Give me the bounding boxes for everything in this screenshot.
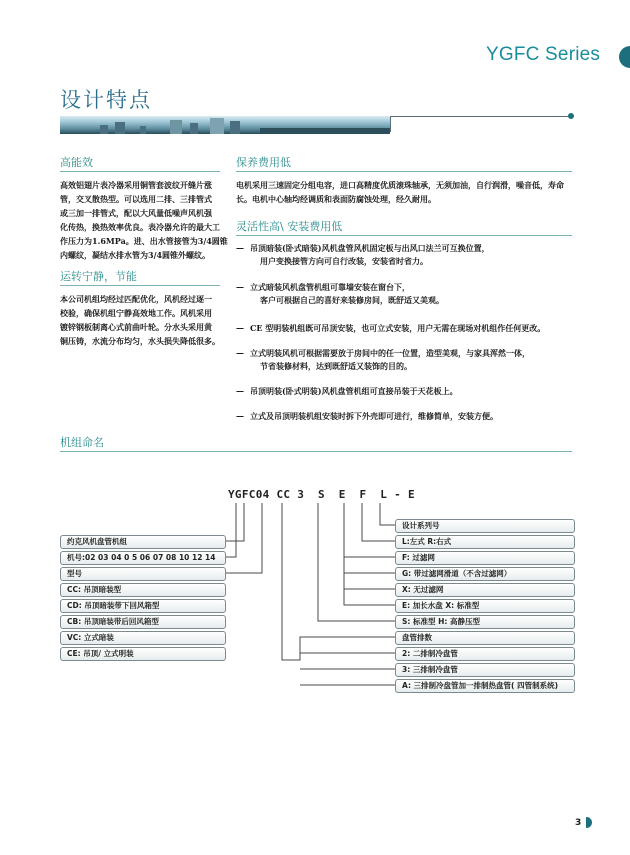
label-box: 3: 三排制冷盘管 bbox=[395, 663, 575, 677]
bullet-item: — 立式暗装风机盘管机组可靠墙安装在窗台下， 客户可根据自己的喜好来装修房间，既舒适又美观。 bbox=[236, 282, 444, 305]
connector-line bbox=[318, 503, 395, 621]
label-box: S: 标准型 H: 高静压型 bbox=[395, 615, 575, 629]
label-box: CD: 吊顶暗装带下回风箱型 bbox=[60, 599, 226, 613]
connector-line bbox=[282, 503, 395, 660]
quiet-text: 本公司机组均经过匹配优化，风机经过逐一 校验，确保机组宁静高效地工作。风机采用 镀锌钢板制离心式前曲叶轮。分水头采用黄 铜压铸，水流分布均匀，水头损失降低很多。 bbox=[60, 294, 220, 346]
label-box: G: 带过滤网滑道（不含过滤网） bbox=[395, 567, 575, 581]
connector-line bbox=[380, 503, 395, 525]
label-box: A: 三排制冷盘管加一排制热盘管( 四管制系统) bbox=[395, 679, 575, 693]
series-title: YGFC Series bbox=[486, 44, 601, 65]
label-box: 型号 bbox=[60, 567, 226, 581]
bullet-item: — 吊顶明装(卧式明装)风机盘管机组可直接吊装于天花板上。 bbox=[236, 386, 458, 396]
label-box: CB: 吊顶暗装带后回风箱型 bbox=[60, 615, 226, 629]
label-box: 设计系列号 bbox=[395, 519, 575, 533]
bullet-item: — 吊顶暗装(卧式暗装)风机盘管风机固定板与出风口法兰可互换位置， 用户变换接管方向可自行改装，安装省时省力。 bbox=[236, 243, 490, 266]
quiet-title: 运转宁静，节能 bbox=[60, 270, 137, 283]
label-box: CC: 吊顶暗装型 bbox=[60, 583, 226, 597]
label-box: 机号:02 03 04 0 5 06 07 08 10 12 14 bbox=[60, 551, 226, 565]
connector-line bbox=[362, 503, 395, 541]
connector-line bbox=[344, 503, 395, 605]
page-number: 3 bbox=[575, 818, 582, 828]
label-box: E: 加长水盘 X: 标准型 bbox=[395, 599, 575, 613]
bullet-item: — 立式及吊顶明装机组安装时拆下外壳即可进行，维修简单，安装方便。 bbox=[236, 411, 498, 421]
maintenance-text: 电机采用三速固定分组电容，进口高精度优质滚珠轴承，无须加油，自行润滑，噪音低，寿命 长。电机中心轴均经调质和表面防腐蚀处理，经久耐用。 bbox=[236, 180, 564, 204]
maintenance-title: 保养费用低 bbox=[236, 156, 291, 169]
label-box: VC: 立式暗装 bbox=[60, 631, 226, 645]
high-efficiency-text: 高效铝翅片表冷器采用铜管套波纹开缝片涨 管，交叉散热型。可以选用二排、三排管式 或三加一排管式，配以大风量低噪声风机强 化传热，换热效率优良。表冷器允许的最大工 作压力为1.6MPa。进、出水管接管为3/4圆锥 内螺纹，凝结水排水管为3/4圆锥外螺纹。 bbox=[60, 180, 228, 260]
label-box: F: 过滤网 bbox=[395, 551, 575, 565]
label-box: CE: 吊顶/ 立式明装 bbox=[60, 647, 226, 661]
label-box: X: 无过滤网 bbox=[395, 583, 575, 597]
section-title: 设计特点 bbox=[60, 88, 152, 112]
label-box: 约克风机盘管机组 bbox=[60, 535, 226, 549]
label-box: L:左式 R:右式 bbox=[395, 535, 575, 549]
naming-title: 机组命名 bbox=[60, 436, 104, 449]
label-box: 2: 二排制冷盘管 bbox=[395, 647, 575, 661]
label-box: 盘管排数 bbox=[395, 631, 575, 645]
bullet-item: — CE 型明装机组既可吊顶安装，也可立式安装，用户无需在现场对机组作任何更改。 bbox=[236, 323, 546, 333]
high-efficiency-title: 高能效 bbox=[60, 156, 93, 169]
bullet-item: — 立式明装风机可根据需要放于房间中的任一位置，造型美观，与家具浑然一体， 节省装修材料，达到既舒适又装饰的目的。 bbox=[236, 348, 530, 371]
flexibility-title: 灵活性高\ 安装费用低 bbox=[236, 220, 343, 233]
model-code: YGFC04 CC 3 S E F L - E bbox=[228, 488, 415, 501]
